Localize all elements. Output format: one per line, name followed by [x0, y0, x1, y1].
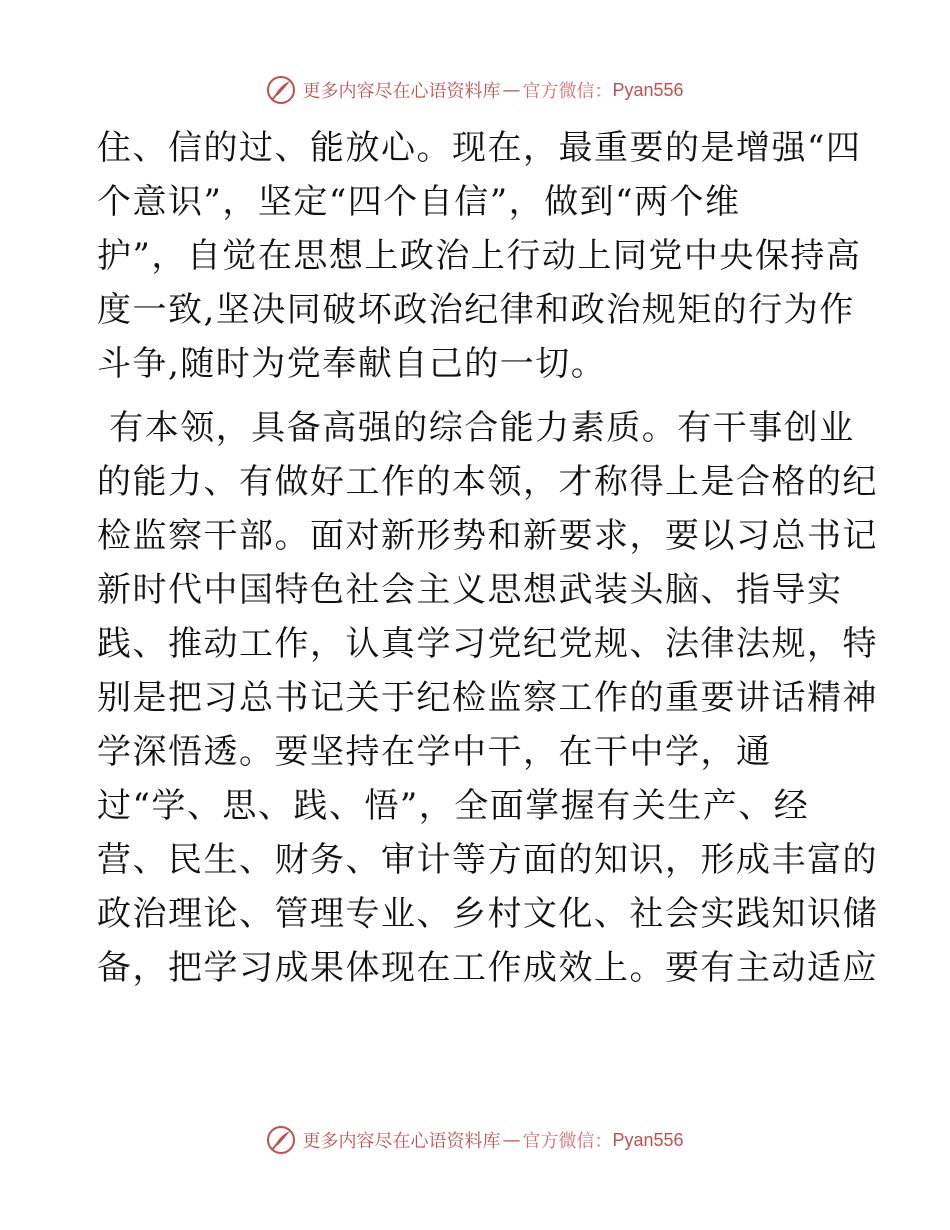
- header-separator: —: [502, 79, 521, 101]
- text-line: 有本领，具备高强的综合能力素质。有干事创业: [97, 408, 855, 448]
- text-line: 学深悟透。要坚持在学中干，在干中学，通: [97, 732, 772, 772]
- text-line: 别是把习总书记关于纪检监察工作的重要讲话精神: [97, 678, 878, 718]
- text-line: 的能力、有做好工作的本领，才称得上是合格的纪: [97, 462, 878, 502]
- footer-wechat-label: 官方微信：: [522, 1131, 613, 1152]
- paragraph-gap: [97, 391, 857, 401]
- footer-site-name: 更多内容尽在心语资料库: [302, 1131, 501, 1152]
- text-line: 检监察干部。面对新形势和新要求，要以习总书记: [97, 516, 878, 556]
- text-line: 新时代中国特色社会主义思想武装头脑、指导实: [97, 570, 843, 610]
- text-line: 住、信的过、能放心。现在，最重要的是增强“四: [97, 128, 862, 168]
- quill-logo-icon: [266, 75, 296, 105]
- paragraph-2: [97, 401, 878, 995]
- footer-watermark: [0, 1120, 950, 1160]
- header-site-name: 更多内容尽在心语资料库: [302, 81, 501, 102]
- quill-logo-icon: [266, 1125, 296, 1155]
- text-line: 斗争,随时为党奉献自己的一切。: [97, 344, 607, 384]
- header-wechat-id: Pyan556: [612, 79, 684, 100]
- header-wechat-label: 官方微信：: [522, 81, 613, 102]
- text-line: 个意识”，坚定“四个自信”，做到“两个维: [97, 182, 741, 222]
- footer-separator: —: [502, 1129, 521, 1151]
- document-body: [97, 121, 878, 995]
- text-line: 备，把学习成果体现在工作成效上。要有主动适应: [97, 948, 878, 988]
- text-line: 政治理论、管理专业、乡村文化、社会实践知识储: [97, 894, 878, 934]
- text-line: 践、推动工作，认真学习党纪党规、法律法规，特: [97, 624, 878, 664]
- text-line: 营、民生、财务、审计等方面的知识，形成丰富的: [97, 840, 878, 880]
- text-line: 度一致,坚决同破坏政治纪律和政治规矩的行为作: [97, 290, 855, 330]
- text-line: 过“学、思、践、悟”，全面掌握有关生产、经: [97, 786, 810, 826]
- footer-wechat-id: Pyan556: [612, 1129, 684, 1150]
- text-line: 护”，自觉在思想上政治上行动上同党中央保持高: [97, 236, 862, 276]
- header-watermark: [0, 70, 950, 110]
- paragraph-1: [97, 121, 862, 391]
